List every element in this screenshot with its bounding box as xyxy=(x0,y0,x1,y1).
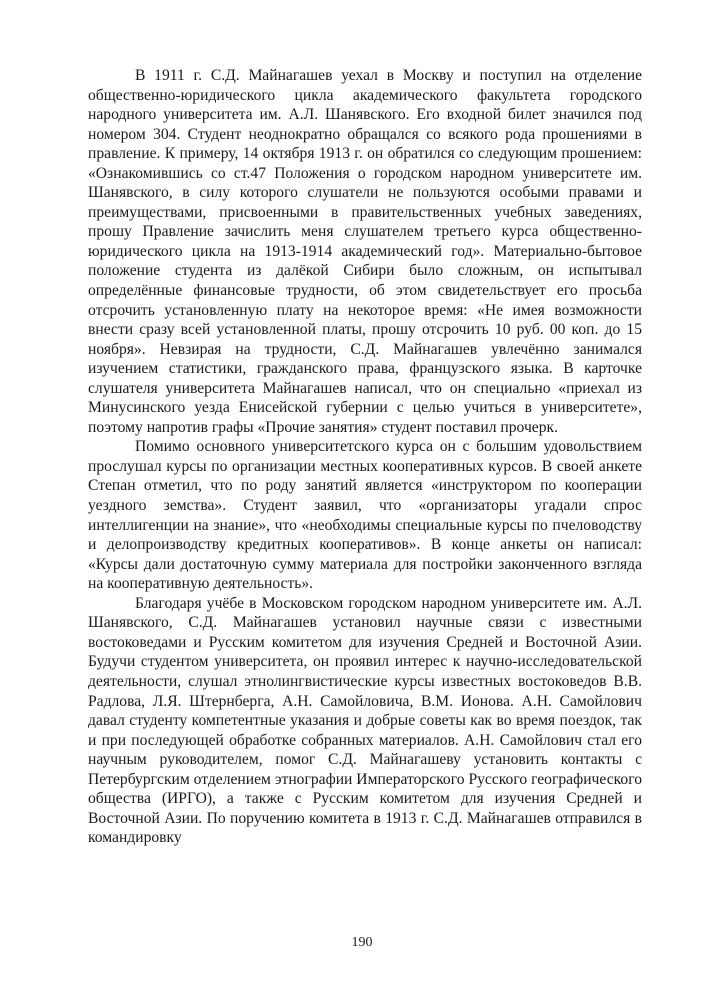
page-number: 190 xyxy=(351,935,373,950)
paragraph-2: Помимо основного университетского курса он с большим удовольствием прослушал курсы по организации местных кооперативных курсов. В своей анкете Степан отметил, что по роду занятий является «инструктором по кооперации уездного земства». Студент заявил, что «организаторы угадали спрос интеллигенции на знание», что «необходимы специальные курсы по пчеловодству и делопроизводству кредитных кооперативов». В конце анкеты он написал: «Курсы дали достаточную сумму материала для постройки законченного взгляда на кооперативную деятельность». xyxy=(88,438,642,593)
paragraph-1: В 1911 г. С.Д. Майнагашев уехал в Москву и поступил на отделение общественно-юридического цикла академического факультета городского народного университета им. А.Л. Шанявского. Его входной билет значился под номером 304. Студент неоднократно обращался со всякого рода прошениями в правление. К примеру, 14 октября 1913 г. он обратился со следующим прошением: «Ознакомившись со ст.47 Положения о городском народном университете им. Шанявского, в силу которого слушатели не пользуются особыми правами и преимуществами, присвоенными в правительственных учебных заведениях, прошу Правление зачислить меня слушателем третьего курса общественно-юридического цикла на 1913-1914 академический год». Материально-бытовое положение студента из далёкой Сибири было сложным, он испытывал определённые финансовые трудности, об этом свидетельствует его просьба отсрочить установленную плату на некоторое время: «Не имея возможности внести сразу всей установленной платы, прошу отсрочить 10 руб. 00 коп. до 15 ноября». Невзирая на трудности, С.Д. Майнагашев увлечённо занимался изучением статистики, гражданского права, французского языка. В карточке слушателя университета Майнагашев написал, что он специально «приехал из Минусинского уезда Енисейской губернии с целью учиться в университете», поэтому напротив графы «Прочие занятия» студент поставил прочерк. xyxy=(88,67,642,436)
document-body xyxy=(88,66,642,848)
paragraph-3: Благодаря учёбе в Московском городском народном университете им. А.Л. Шанявского, С.Д. Майнагашев установил научные связи с известными востоковедами и Русским комитетом для изучения Средней и Восточной Азии. Будучи студентом университета, он проявил интерес к научно-исследовательской деятельности, слушал этнолингвистические курсы известных востоковедов В.В. Радлова, Л.Я. Штернберга, А.Н. Самойловича, В.М. Ионова. А.Н. Самойлович давал студенту компетентные указания и добрые советы как во время поездок, так и при последующей обработке собранных материалов. А.Н. Самойлович стал его научным руководителем, помог С.Д. Майнагашеву установить контакты с Петербургским отделением этнографии Императорского Русского географического общества (ИРГО), а также с Русским комитетом для изучения Средней и Восточной Азии. По поручению комитета в 1913 г. С.Д. Майнагашев отправился в командировку xyxy=(88,594,642,847)
